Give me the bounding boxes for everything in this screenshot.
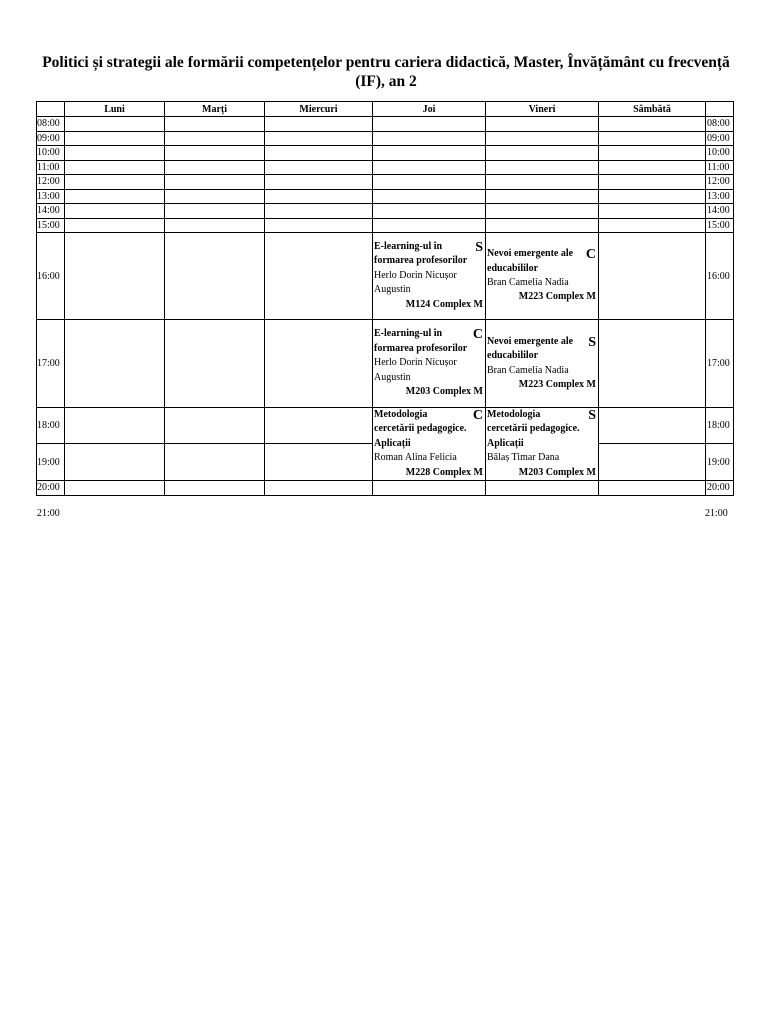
- course-type-badge: C: [472, 408, 483, 423]
- time-label-left: 17:00: [37, 320, 65, 408]
- time-label-right: 10:00: [706, 146, 734, 161]
- time-label-right: 17:00: [706, 320, 734, 408]
- time-label-left: 15:00: [37, 218, 65, 233]
- slot-cell: [486, 131, 599, 146]
- slot-cell: [599, 320, 706, 408]
- slot-cell: [599, 218, 706, 233]
- table-row: [37, 146, 734, 161]
- day-header-marti: Marți: [165, 102, 265, 117]
- slot-cell: [265, 146, 373, 161]
- course-room: M203 Complex M: [518, 466, 596, 478]
- end-time-left: 21:00: [37, 508, 60, 519]
- course-type-badge: C: [585, 247, 596, 263]
- corner-right: [706, 102, 734, 117]
- course-type-badge: S: [588, 334, 596, 350]
- day-header-miercuri: Miercuri: [265, 102, 373, 117]
- slot-cell: [265, 117, 373, 132]
- course-title: Nevoi emergente ale educabililor: [487, 335, 574, 362]
- table-row: [37, 131, 734, 146]
- course-title: Metodologia cercetării pedagogice. Aplicații: [374, 409, 467, 449]
- slot-cell: [599, 204, 706, 219]
- course-type-badge: C: [472, 327, 483, 343]
- slot-cell: [599, 146, 706, 161]
- slot-cell: [65, 175, 165, 190]
- time-label-right: 12:00: [706, 175, 734, 190]
- slot-cell: [165, 146, 265, 161]
- table-row: [37, 175, 734, 190]
- slot-cell: [65, 233, 165, 320]
- time-label-right: 15:00: [706, 218, 734, 233]
- time-label-right: 20:00: [706, 481, 734, 496]
- slot-cell: [165, 189, 265, 204]
- time-label-left: 14:00: [37, 204, 65, 219]
- table-row: [37, 204, 734, 219]
- slot-cell: [65, 160, 165, 175]
- time-label-right: 09:00: [706, 131, 734, 146]
- course-title: Nevoi emergente ale educabililor: [487, 248, 574, 274]
- course-room: M223 Complex M: [518, 291, 596, 303]
- corner-left: [37, 102, 65, 117]
- slot-cell: [373, 204, 486, 219]
- course-title: Metodologia cercetării pedagogice. Aplicații: [487, 409, 580, 449]
- slot-cell: [265, 131, 373, 146]
- time-label-left: 13:00: [37, 189, 65, 204]
- slot-cell: [165, 408, 265, 444]
- time-label-right: 19:00: [706, 444, 734, 481]
- course-teacher: Herlo Dorin Nicușor Augustin: [374, 269, 457, 296]
- table-row: [37, 408, 734, 444]
- time-label-left: 11:00: [37, 160, 65, 175]
- time-label-left: 09:00: [37, 131, 65, 146]
- slot-cell: [265, 320, 373, 408]
- slot-cell: [486, 189, 599, 204]
- course-room: M223 Complex M: [518, 378, 596, 390]
- day-header-sambata: Sâmbătă: [599, 102, 706, 117]
- course-title: E-learning-ul în formarea profesorilor: [374, 240, 468, 267]
- page-title: [30, 53, 742, 91]
- course-block: [373, 240, 485, 312]
- course-room: M203 Complex M: [405, 386, 483, 398]
- slot-cell: [599, 117, 706, 132]
- table-row: [37, 233, 734, 320]
- slot-cell: [265, 204, 373, 219]
- slot-cell: [165, 175, 265, 190]
- slot-cell: [265, 189, 373, 204]
- slot-cell: [165, 233, 265, 320]
- slot-cell: [65, 204, 165, 219]
- slot-cell: [373, 218, 486, 233]
- title-line-2: (IF), an 2: [355, 73, 417, 90]
- course-block: [373, 408, 485, 480]
- slot-cell: [165, 204, 265, 219]
- header-row: [37, 102, 734, 117]
- slot-cell: [486, 175, 599, 190]
- day-header-joi: Joi: [373, 102, 486, 117]
- slot-cell: [65, 408, 165, 444]
- course-teacher: Roman Alina Felicia: [374, 452, 457, 464]
- course-teacher: Bran Camelia Nadia: [487, 277, 569, 288]
- slot-cell: [265, 175, 373, 190]
- slot-cell: [265, 160, 373, 175]
- slot-cell: [165, 481, 265, 496]
- course-title: E-learning-ul în formarea profesorilor: [374, 328, 468, 354]
- end-time-right: 21:00: [705, 508, 728, 519]
- slot-cell: [165, 320, 265, 408]
- slot-cell: [65, 189, 165, 204]
- time-label-left: 18:00: [37, 408, 65, 444]
- slot-cell: [373, 189, 486, 204]
- slot-cell: [265, 481, 373, 496]
- slot-cell: [65, 444, 165, 481]
- slot-cell: [599, 481, 706, 496]
- slot-cell: [486, 117, 599, 132]
- event-joi-16[interactable]: [373, 233, 486, 320]
- slot-cell: [373, 131, 486, 146]
- slot-cell: [165, 160, 265, 175]
- event-vineri-16[interactable]: [486, 233, 599, 320]
- slot-cell: [265, 444, 373, 481]
- time-label-right: 16:00: [706, 233, 734, 320]
- timetable: [36, 101, 734, 496]
- event-vineri-18[interactable]: [486, 408, 599, 481]
- course-teacher: Herlo Dorin Nicușor Augustin: [374, 357, 457, 383]
- slot-cell: [486, 146, 599, 161]
- slot-cell: [373, 175, 486, 190]
- time-label-right: 14:00: [706, 204, 734, 219]
- event-joi-18[interactable]: [373, 408, 486, 481]
- event-vineri-17[interactable]: [486, 320, 599, 408]
- slot-cell: [486, 204, 599, 219]
- day-header-vineri: Vineri: [486, 102, 599, 117]
- table-row: [37, 117, 734, 132]
- slot-cell: [165, 117, 265, 132]
- course-block: [486, 408, 598, 480]
- course-room: M228 Complex M: [405, 466, 483, 478]
- slot-cell: [65, 481, 165, 496]
- course-room: M124 Complex M: [405, 298, 483, 310]
- time-label-left: 08:00: [37, 117, 65, 132]
- slot-cell: [599, 189, 706, 204]
- slot-cell: [599, 444, 706, 481]
- slot-cell: [65, 146, 165, 161]
- slot-cell: [486, 160, 599, 175]
- course-type-badge: S: [588, 408, 596, 423]
- time-label-left: 10:00: [37, 146, 65, 161]
- slot-cell: [265, 218, 373, 233]
- slot-cell: [65, 218, 165, 233]
- course-block: [486, 335, 598, 393]
- time-label-right: 08:00: [706, 117, 734, 132]
- table-row: [37, 160, 734, 175]
- course-block: [486, 247, 598, 305]
- slot-cell: [65, 117, 165, 132]
- slot-cell: [486, 218, 599, 233]
- table-row: [37, 218, 734, 233]
- table-row: [37, 481, 734, 496]
- table-row: [37, 320, 734, 408]
- course-teacher: Bălaș Timar Dana: [487, 452, 560, 464]
- time-label-left: 16:00: [37, 233, 65, 320]
- slot-cell: [373, 146, 486, 161]
- slot-cell: [265, 408, 373, 444]
- event-joi-17[interactable]: [373, 320, 486, 408]
- time-label-right: 11:00: [706, 160, 734, 175]
- slot-cell: [373, 160, 486, 175]
- slot-cell: [165, 218, 265, 233]
- day-header-luni: Luni: [65, 102, 165, 117]
- slot-cell: [486, 481, 599, 496]
- slot-cell: [599, 160, 706, 175]
- slot-cell: [65, 131, 165, 146]
- slot-cell: [265, 233, 373, 320]
- slot-cell: [165, 444, 265, 481]
- time-label-left: 20:00: [37, 481, 65, 496]
- table-row: [37, 189, 734, 204]
- slot-cell: [599, 408, 706, 444]
- slot-cell: [373, 481, 486, 496]
- slot-cell: [599, 131, 706, 146]
- slot-cell: [165, 131, 265, 146]
- slot-cell: [599, 175, 706, 190]
- time-label-right: 13:00: [706, 189, 734, 204]
- slot-cell: [65, 320, 165, 408]
- course-teacher: Bran Camelia Nadia: [487, 364, 569, 376]
- slot-cell: [373, 117, 486, 132]
- slot-cell: [599, 233, 706, 320]
- time-label-right: 18:00: [706, 408, 734, 444]
- course-type-badge: S: [475, 239, 483, 255]
- title-line-1: Politici și strategii ale formării competențelor pentru cariera didactică, Master, Învățământ cu frecvență: [42, 54, 730, 71]
- time-label-left: 19:00: [37, 444, 65, 481]
- course-block: [373, 327, 485, 399]
- time-label-left: 12:00: [37, 175, 65, 190]
